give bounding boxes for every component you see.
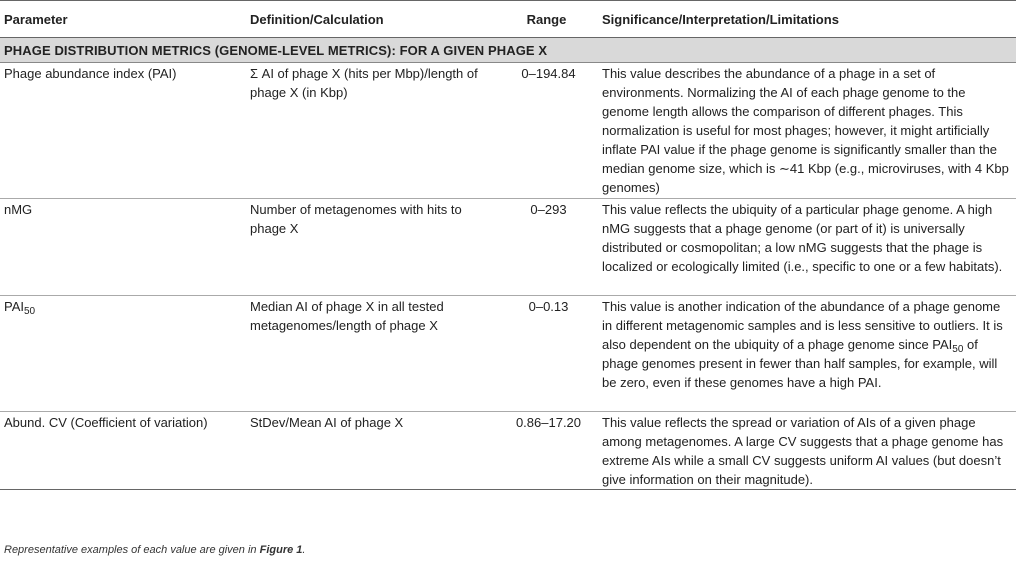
range-value: 0–0.13: [528, 299, 569, 314]
footnote-text: Representative examples of each value are given in: [4, 544, 260, 556]
header-parameter: Parameter: [0, 1, 246, 38]
table-footnote: [4, 544, 305, 556]
cell-definition: StDev/Mean AI of phage X: [246, 412, 495, 490]
header-row: [0, 1, 1016, 38]
table-row: [0, 63, 1016, 199]
header-range: Range: [495, 1, 598, 38]
cell-definition: Number of metagenomes with hits to phage X: [246, 199, 495, 296]
cell-range: [495, 63, 598, 199]
cell-parameter: Abund. CV (Coefficient of variation): [0, 412, 246, 490]
range-value: 0–293: [530, 202, 567, 217]
section-title: PHAGE DISTRIBUTION METRICS (GENOME-LEVEL METRICS): FOR A GIVEN PHAGE X: [0, 38, 1016, 63]
cell-parameter: [0, 296, 246, 412]
cell-definition: Median AI of phage X in all tested metagenomes/length of phage X: [246, 296, 495, 412]
cell-significance: This value describes the abundance of a phage in a set of environments. Normalizing the AI of each phage genome to the genome length allows the comparison of different phages. This normalization is useful for most phages; however, it might artificially inflate PAI value if the phage genome is significantly smaller than the median genome size, which is ∼41 Kbp (e.g., microviruses, with 4 Kbp genomes): [598, 63, 1016, 199]
header-significance: Significance/Interpretation/Limitations: [598, 1, 1016, 38]
cell-range: [495, 199, 598, 296]
table-row: [0, 296, 1016, 412]
table-row: [0, 199, 1016, 296]
footnote-figure-link[interactable]: Figure 1: [259, 544, 303, 556]
table-row: [0, 412, 1016, 490]
range-value: 0.86–17.20: [515, 415, 582, 430]
cell-significance: [598, 296, 1016, 412]
footnote-end: .: [302, 544, 306, 556]
cell-parameter: Phage abundance index (PAI): [0, 63, 246, 199]
cell-range: [495, 412, 598, 490]
cell-significance: This value reflects the spread or variation of AIs of a given phage among metagenomes. A large CV suggests that a phage genome has extreme AIs while a small CV suggests uniform AI values (but doesn’t give information on their magnitude).: [598, 412, 1016, 490]
parameter-base: PAI: [4, 299, 24, 314]
significance-subscript: 50: [952, 344, 964, 355]
section-row: [0, 38, 1016, 63]
range-value: 0–194.84: [521, 66, 576, 81]
cell-parameter: nMG: [0, 199, 246, 296]
significance-text-part2: of phage genomes present in fewer than half samples, for example, will be zero, even if these genomes have a high PAI.: [602, 337, 998, 390]
significance-text-part1: This value is another indication of the abundance of a phage genome in different metagenomic samples and is less sensitive to outliers. It is also dependent on the ubiquity of a phage genome since PAI: [602, 299, 1003, 352]
cell-significance: This value reflects the ubiquity of a particular phage genome. A high nMG suggests that a phage genome (or part of it) is universally distributed or cosmopolitan; a low nMG suggests that the phage is localized or ecologically limited (i.e., specific to one or a few habitats).: [598, 199, 1016, 296]
header-definition: Definition/Calculation: [246, 1, 495, 38]
parameter-subscript: 50: [24, 306, 36, 317]
cell-range: [495, 296, 598, 412]
cell-definition: Σ AI of phage X (hits per Mbp)/length of phage X (in Kbp): [246, 63, 495, 199]
